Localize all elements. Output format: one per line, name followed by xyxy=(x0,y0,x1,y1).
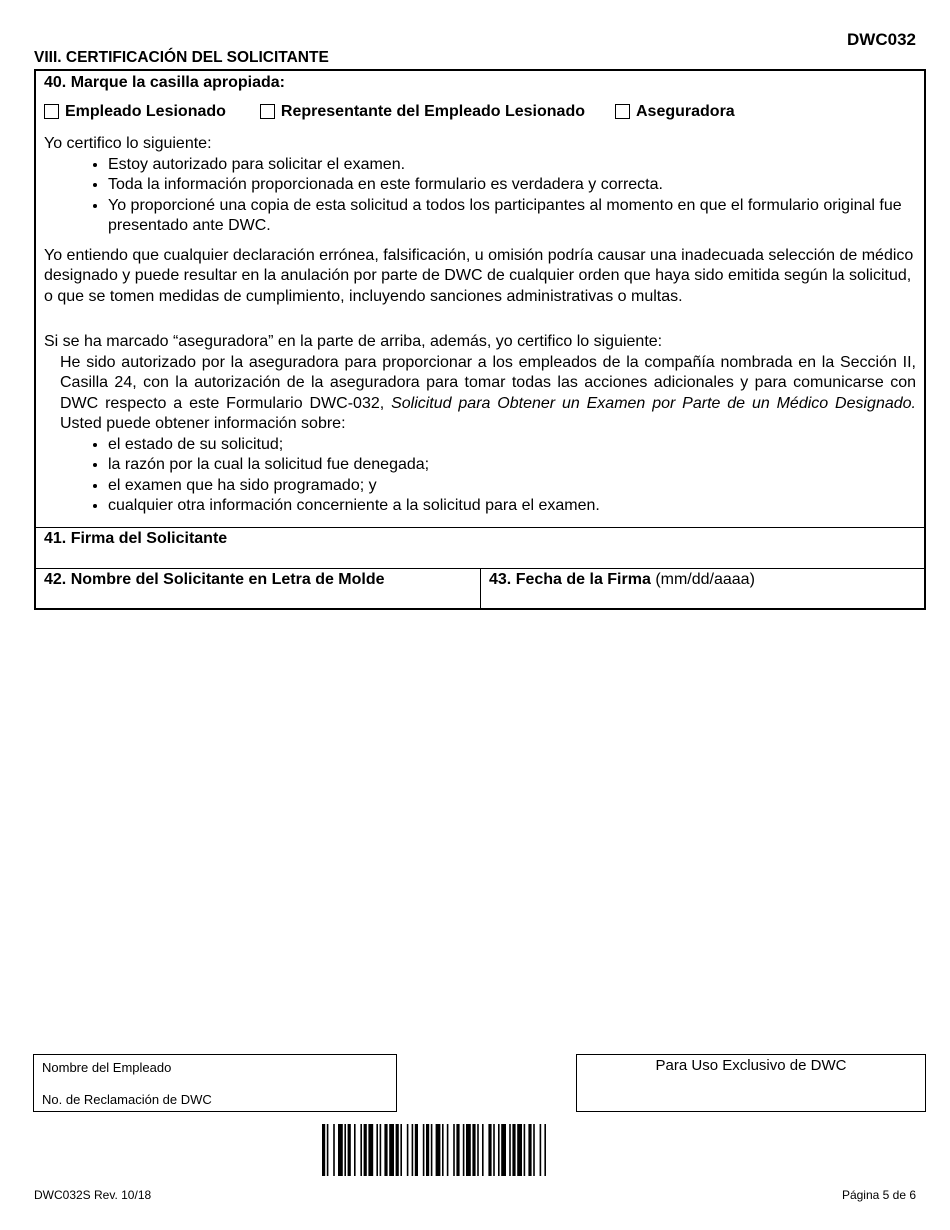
insurer-text-a: He sido autorizado por la aseguradora para proporcionar a los empleados de la compañía nombrada en la Sección II, Casilla 24, con la autorización de la aseguradora para tomar todas las acciones adicionales y para comunicarse con DWC respecto a este Formulario DWC-032, xyxy=(60,353,916,412)
barcode-bar xyxy=(544,1124,546,1176)
barcode-bar xyxy=(447,1124,449,1176)
injured-employee-checkbox[interactable] xyxy=(44,104,59,119)
insurer-label: Aseguradora xyxy=(636,102,735,120)
barcode-bar xyxy=(528,1124,531,1176)
understand-paragraph: Yo entiendo que cualquier declaración errónea, falsificación, u omisión podría causar una inadecuada selección de médico designado y puede resultar en la anulación por parte de DWC de cualquier orden que haya sido emitida según la solicitud, o que se tomen medidas de cumplimiento, incluyendo sanciones administrativas o multas. xyxy=(44,246,914,305)
insurer-list xyxy=(44,435,916,517)
option-injured-employee[interactable] xyxy=(44,102,226,123)
barcode-bar xyxy=(463,1124,465,1176)
insurer-item: • el examen que ha sido programado; y xyxy=(108,476,916,497)
certify-item: • Toda la información proporcionada en este formulario es verdadera y correcta. xyxy=(108,175,916,196)
barcode-bar xyxy=(407,1124,409,1176)
employee-info-box xyxy=(33,1054,397,1112)
employee-name-label: Nombre del Empleado xyxy=(42,1060,172,1075)
box-40-label: 40. Marque la casilla apropiada: xyxy=(44,74,285,91)
insurer-item: • la razón por la cual la solicitud fue denegada; xyxy=(108,455,916,476)
insurer-item: • cualquier otra información concerniente a la solicitud para el examen. xyxy=(108,496,916,517)
box-41-label: 41. Firma del Solicitante xyxy=(44,529,228,547)
barcode-bar xyxy=(442,1124,444,1176)
certify-item: • Yo proporcioné una copia de esta solicitud a todos los participantes al momento en que el formulario original fue presentado ante DWC. xyxy=(108,196,916,237)
insurer-intro: Si se ha marcado “aseguradora” en la parte de arriba, además, yo certifico lo siguiente: xyxy=(44,333,663,350)
barcode-bar xyxy=(389,1124,394,1176)
barcode-bar xyxy=(380,1124,382,1176)
box-40 xyxy=(36,71,924,528)
form-revision: DWC032S Rev. 10/18 xyxy=(34,1188,152,1202)
barcode-bar xyxy=(423,1124,425,1176)
barcode-bar xyxy=(482,1124,484,1176)
barcode-bar xyxy=(488,1124,491,1176)
insurer-text-b: Usted puede obtener información sobre: xyxy=(60,415,346,432)
certify-intro: Yo certifico lo siguiente: xyxy=(44,135,212,152)
barcode-bar xyxy=(327,1124,329,1176)
box-42-name-field[interactable] xyxy=(36,569,481,608)
barcode-bar xyxy=(348,1124,351,1176)
barcode-bar xyxy=(368,1124,373,1176)
barcode-bar xyxy=(400,1124,402,1176)
barcode-bar xyxy=(517,1124,522,1176)
barcode-bar xyxy=(360,1124,362,1176)
insurer-checkbox[interactable] xyxy=(615,104,630,119)
form-id: DWC032 xyxy=(847,30,916,49)
box-43-format: (mm/dd/aaaa) xyxy=(655,570,755,588)
barcode xyxy=(322,1124,644,1176)
barcode-bar xyxy=(477,1124,479,1176)
box-42-label: 42. Nombre del Solicitante en Letra de Molde xyxy=(44,570,385,588)
barcode-bar xyxy=(493,1124,495,1176)
employee-representative-label: Representante del Empleado Lesionado xyxy=(280,102,585,120)
section-title: VIII. CERTIFICACIÓN DEL SOLICITANTE xyxy=(34,49,329,66)
barcode-bar xyxy=(512,1124,515,1176)
barcode-bar xyxy=(376,1124,378,1176)
box-42-43-row xyxy=(36,569,924,608)
barcode-bar xyxy=(509,1124,511,1176)
barcode-bar xyxy=(412,1124,414,1176)
barcode-bar xyxy=(533,1124,535,1176)
applicant-type-options xyxy=(44,102,916,123)
barcode-bar xyxy=(456,1124,459,1176)
barcode-bar xyxy=(498,1124,500,1176)
barcode-bar xyxy=(415,1124,418,1176)
barcode-bar xyxy=(431,1124,433,1176)
option-insurer[interactable] xyxy=(615,102,735,123)
claim-number-label: No. de Reclamación de DWC xyxy=(42,1092,212,1107)
barcode-bar xyxy=(344,1124,346,1176)
injured-employee-label: Empleado Lesionado xyxy=(65,102,226,120)
insurer-item: • el estado de su solicitud; xyxy=(108,435,916,456)
barcode-bar xyxy=(453,1124,455,1176)
certify-item: • Estoy autorizado para solicitar el examen. xyxy=(108,155,916,176)
barcode-bar xyxy=(333,1124,335,1176)
box-43-label: 43. Fecha de la Firma xyxy=(489,570,651,588)
dwc-use-only-label: Para Uso Exclusivo de DWC xyxy=(655,1057,847,1074)
option-employee-representative[interactable] xyxy=(260,102,585,123)
barcode-bar xyxy=(501,1124,506,1176)
barcode-bar xyxy=(384,1124,387,1176)
form-title-italic: Solicitud para Obtener un Examen por Parte de un Médico Designado. xyxy=(391,394,916,412)
box-43-date-field[interactable] xyxy=(481,569,763,608)
barcode-bar xyxy=(354,1124,356,1176)
barcode-bar xyxy=(396,1124,399,1176)
barcode-bar xyxy=(436,1124,441,1176)
barcode-bar xyxy=(426,1124,429,1176)
barcode-bar xyxy=(466,1124,471,1176)
barcode-bar xyxy=(524,1124,526,1176)
box-41-signature-field[interactable] xyxy=(36,528,924,569)
barcode-bar xyxy=(322,1124,325,1176)
page-number: Página 5 de 6 xyxy=(841,1188,916,1202)
barcode-bar xyxy=(338,1124,343,1176)
barcode-bar xyxy=(472,1124,475,1176)
barcode-bar xyxy=(540,1124,542,1176)
insurer-paragraph xyxy=(44,353,916,435)
certification-section xyxy=(34,69,926,610)
employee-representative-checkbox[interactable] xyxy=(260,104,275,119)
dwc-use-only-box xyxy=(576,1054,926,1112)
barcode-bar xyxy=(364,1124,367,1176)
certify-list xyxy=(44,155,916,237)
